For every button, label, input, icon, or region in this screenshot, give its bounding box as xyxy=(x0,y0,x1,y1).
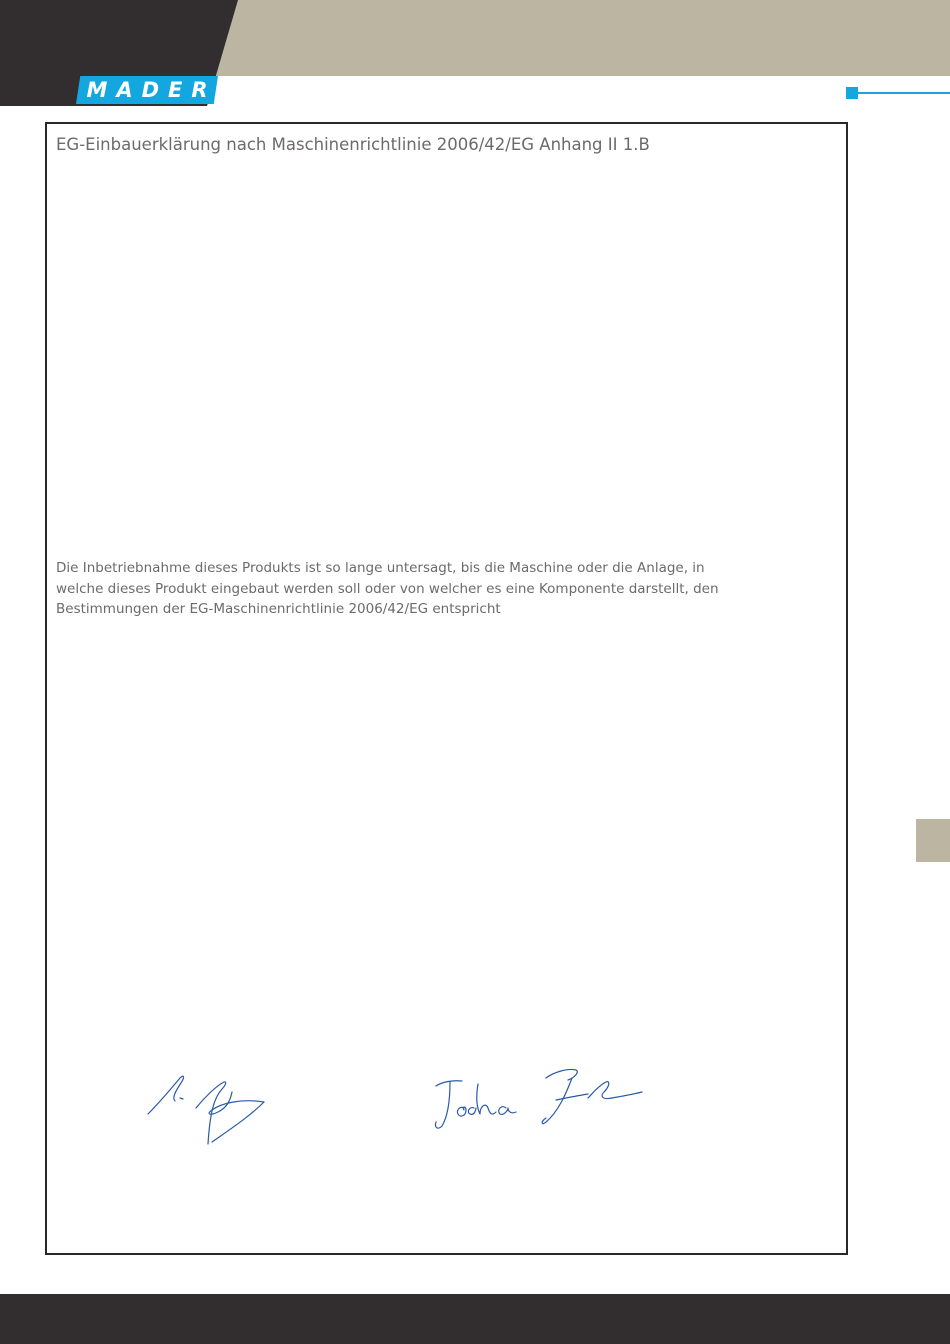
brand-logo: MADER xyxy=(86,78,217,102)
header-accent-line xyxy=(856,92,950,94)
header-logo-strip xyxy=(220,76,878,106)
signature-right xyxy=(428,1064,650,1138)
notice-line-1: Die Inbetriebnahme dieses Produkts ist so lange untersagt, bis die Maschine oder die Anlage, in xyxy=(56,560,705,576)
signature-left xyxy=(140,1068,272,1150)
commissioning-notice xyxy=(56,558,826,620)
notice-line-2: welche dieses Produkt eingebaut werden soll oder von welcher es eine Komponente darstellt, den xyxy=(56,580,719,597)
page-title: EG-Einbauerklärung nach Maschinenrichtlinie 2006/42/EG Anhang II 1.B xyxy=(56,135,650,154)
notice-line-3: Bestimmungen der EG-Maschinenrichtlinie 2006/42/EG entspricht xyxy=(56,601,501,617)
side-chapter-tab xyxy=(916,819,950,862)
footer-bar xyxy=(0,1294,950,1344)
